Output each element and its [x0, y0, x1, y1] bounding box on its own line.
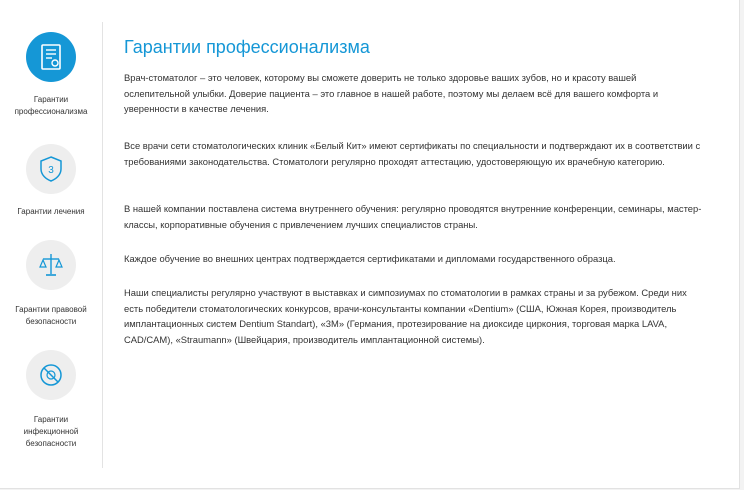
- guarantees-sidebar: [0, 22, 103, 468]
- paragraph-internal-training: В нашей компании поставлена система внутреннего обучения: регулярно проводятся внутренние конференции, семинары, мастер-классы, корпоративные обучения с привлечением лучших специалистов страны.: [124, 203, 702, 230]
- paragraph-certificates: Все врачи сети стоматологических клиник «Белый Кит» имеют сертификаты по специальности и подтверждают их в соответствии с требованиями законодательства. Стоматологи регулярно проходят аттестацию, удостоверяющую их врачебную категорию.: [124, 140, 701, 167]
- tab-icon-circle: [26, 350, 76, 400]
- tab-label-line1: Гарантии правовой: [15, 305, 87, 314]
- tab-label-line2: профессионализма: [14, 107, 88, 116]
- tab-label-line1: Гарантии: [33, 415, 69, 424]
- scales-icon: [37, 250, 65, 280]
- tab-label-line1: Гарантии: [33, 95, 69, 104]
- paragraph-exhibitions: Наши специалисты регулярно участвуют в выставках и симпозиумах по стоматологии в рамках страны и за рубежом. Среди них есть победители стоматологических конкурсов, врачи-консультанты компании «Dentium» (США, Южная Корея, производитель имплантационных систем Dentium Standart), «3M» (Германия, протезирование на диоксиде циркония, торговая марка LAVA, CAD/CAM), «Straumann» (Швейцария, производитель имплантационной системы).: [124, 287, 687, 345]
- tab-icon-circle: [26, 32, 76, 82]
- shield-3-icon: [37, 154, 65, 184]
- tab-label-line2: инфекционной: [23, 427, 79, 436]
- tab-label-line1: Гарантии лечения: [17, 207, 85, 216]
- paragraph-intro: Врач-стоматолог – это человек, которому вы сможете доверить не только здоровье ваших зубов, но и красоту вашей ослепительной улыбки. Доверие пациента – это главное в нашей работе, поэтому мы делаем всё для вашего комфорта и уверенности в качестве лечения.: [124, 72, 659, 114]
- virus-crossed-icon: [37, 360, 65, 390]
- tab-icon-circle: [26, 144, 76, 194]
- tab-professionalism[interactable]: [0, 32, 102, 118]
- paragraph-external-training: Каждое обучение во внешних центрах подтверждается сертификатами и дипломами государственного образца.: [124, 253, 616, 264]
- tab-label-line2: безопасности: [25, 317, 77, 326]
- tab-treatment[interactable]: [0, 144, 102, 218]
- tab-icon-circle: [26, 240, 76, 290]
- guarantee-content: [124, 36, 704, 345]
- certificate-icon: [37, 42, 65, 72]
- page-title: Гарантии профессионализма: [124, 37, 370, 57]
- tab-legal-safety[interactable]: [0, 240, 102, 328]
- tab-label-line3: безопасности: [25, 439, 77, 448]
- tab-infection-safety[interactable]: [0, 350, 102, 450]
- svg-text:3: 3: [48, 165, 54, 176]
